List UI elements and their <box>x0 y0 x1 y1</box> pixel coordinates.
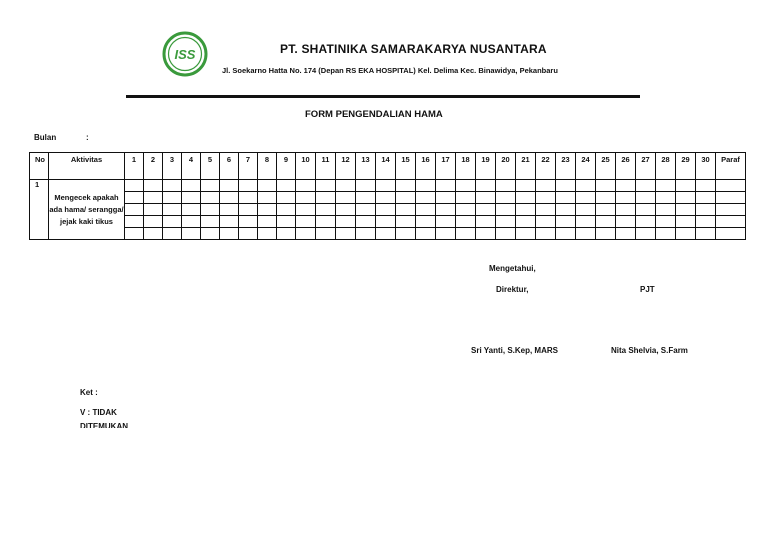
check-cell[interactable] <box>336 192 356 204</box>
header-day-5: 5 <box>201 153 220 180</box>
check-cell[interactable] <box>396 192 416 204</box>
check-cell[interactable] <box>163 216 182 228</box>
check-cell[interactable] <box>201 204 220 216</box>
header-day-28: 28 <box>656 153 676 180</box>
check-cell[interactable] <box>182 180 201 192</box>
header-day-12: 12 <box>336 153 356 180</box>
header-day-17: 17 <box>436 153 456 180</box>
header-no: No <box>30 153 49 180</box>
check-cell[interactable] <box>436 180 456 192</box>
check-cell[interactable] <box>536 228 556 240</box>
check-cell[interactable] <box>716 228 746 240</box>
header-day-9: 9 <box>277 153 296 180</box>
check-cell[interactable] <box>696 204 716 216</box>
header-day-11: 11 <box>316 153 336 180</box>
pjt-title: PJT <box>640 285 655 294</box>
header-day-13: 13 <box>356 153 376 180</box>
check-cell[interactable] <box>239 228 258 240</box>
check-cell[interactable] <box>656 192 676 204</box>
check-cell[interactable] <box>556 228 576 240</box>
check-cell[interactable] <box>676 228 696 240</box>
check-cell[interactable] <box>496 180 516 192</box>
check-cell[interactable] <box>436 216 456 228</box>
check-cell[interactable] <box>636 216 656 228</box>
header-day-16: 16 <box>416 153 436 180</box>
check-cell[interactable] <box>182 192 201 204</box>
check-cell[interactable] <box>636 204 656 216</box>
check-cell[interactable] <box>416 180 436 192</box>
check-cell[interactable] <box>336 180 356 192</box>
header-day-27: 27 <box>636 153 656 180</box>
check-cell[interactable] <box>596 180 616 192</box>
check-cell[interactable] <box>182 228 201 240</box>
check-cell[interactable] <box>376 228 396 240</box>
check-cell[interactable] <box>376 180 396 192</box>
header-day-1: 1 <box>125 153 144 180</box>
check-cell[interactable] <box>277 216 296 228</box>
check-cell[interactable] <box>376 204 396 216</box>
check-cell[interactable] <box>163 192 182 204</box>
check-cell[interactable] <box>144 192 163 204</box>
check-cell[interactable] <box>516 228 536 240</box>
check-cell[interactable] <box>676 192 696 204</box>
table-row <box>30 180 746 192</box>
pest-control-table <box>29 152 746 240</box>
check-cell[interactable] <box>616 216 636 228</box>
notes-line-2: DITEMUKAN <box>80 422 128 428</box>
check-cell[interactable] <box>296 192 316 204</box>
check-cell[interactable] <box>576 204 596 216</box>
check-cell[interactable] <box>144 216 163 228</box>
check-cell[interactable] <box>201 192 220 204</box>
check-cell[interactable] <box>556 204 576 216</box>
check-cell[interactable] <box>396 204 416 216</box>
check-cell[interactable] <box>676 216 696 228</box>
check-cell[interactable] <box>676 180 696 192</box>
check-cell[interactable] <box>516 216 536 228</box>
check-cell[interactable] <box>201 180 220 192</box>
check-cell[interactable] <box>277 228 296 240</box>
check-cell[interactable] <box>676 204 696 216</box>
check-cell[interactable] <box>296 216 316 228</box>
header-day-14: 14 <box>376 153 396 180</box>
check-cell[interactable] <box>356 204 376 216</box>
bulan-label: Bulan <box>34 133 57 142</box>
check-cell[interactable] <box>436 204 456 216</box>
check-cell[interactable] <box>656 180 676 192</box>
check-cell[interactable] <box>258 192 277 204</box>
table-row <box>30 192 746 204</box>
header-day-7: 7 <box>239 153 258 180</box>
header-divider <box>126 95 640 98</box>
check-cell[interactable] <box>436 192 456 204</box>
check-cell[interactable] <box>220 180 239 192</box>
header-day-22: 22 <box>536 153 556 180</box>
check-cell[interactable] <box>220 204 239 216</box>
check-cell[interactable] <box>356 228 376 240</box>
check-cell[interactable] <box>258 204 277 216</box>
check-cell[interactable] <box>316 180 336 192</box>
header-day-15: 15 <box>396 153 416 180</box>
check-cell[interactable] <box>556 216 576 228</box>
check-cell[interactable] <box>416 192 436 204</box>
check-cell[interactable] <box>656 228 676 240</box>
check-cell[interactable] <box>456 216 476 228</box>
check-cell[interactable] <box>576 216 596 228</box>
check-cell[interactable] <box>201 216 220 228</box>
check-cell[interactable] <box>596 192 616 204</box>
check-cell[interactable] <box>556 180 576 192</box>
check-cell[interactable] <box>456 228 476 240</box>
check-cell[interactable] <box>716 180 746 192</box>
row-no: 1 <box>30 180 49 240</box>
check-cell[interactable] <box>476 216 496 228</box>
check-cell[interactable] <box>436 228 456 240</box>
check-cell[interactable] <box>556 192 576 204</box>
header-day-21: 21 <box>516 153 536 180</box>
form-title: FORM PENGENDALIAN HAMA <box>305 109 443 120</box>
header-day-3: 3 <box>163 153 182 180</box>
check-cell[interactable] <box>296 204 316 216</box>
header-day-30: 30 <box>696 153 716 180</box>
table-header-row <box>30 153 746 180</box>
check-cell[interactable] <box>496 204 516 216</box>
check-cell[interactable] <box>163 180 182 192</box>
row-activity: Mengecek apakah ada hama/ serangga/ jejak kaki tikus <box>49 180 125 240</box>
check-cell[interactable] <box>239 192 258 204</box>
check-cell[interactable] <box>316 216 336 228</box>
check-cell[interactable] <box>376 192 396 204</box>
header-day-2: 2 <box>144 153 163 180</box>
director-name: Sri Yanti, S.Kep, MARS <box>471 346 558 355</box>
check-cell[interactable] <box>239 216 258 228</box>
check-cell[interactable] <box>239 180 258 192</box>
check-cell[interactable] <box>616 228 636 240</box>
check-cell[interactable] <box>201 228 220 240</box>
check-cell[interactable] <box>163 228 182 240</box>
check-cell[interactable] <box>277 180 296 192</box>
check-cell[interactable] <box>516 204 536 216</box>
check-cell[interactable] <box>396 216 416 228</box>
header-day-4: 4 <box>182 153 201 180</box>
header-day-10: 10 <box>296 153 316 180</box>
check-cell[interactable] <box>356 192 376 204</box>
check-cell[interactable] <box>125 180 144 192</box>
header-day-6: 6 <box>220 153 239 180</box>
check-cell[interactable] <box>576 228 596 240</box>
header-day-29: 29 <box>676 153 696 180</box>
check-cell[interactable] <box>220 192 239 204</box>
check-cell[interactable] <box>125 216 144 228</box>
check-cell[interactable] <box>536 192 556 204</box>
header-day-24: 24 <box>576 153 596 180</box>
check-cell[interactable] <box>296 228 316 240</box>
check-cell[interactable] <box>416 204 436 216</box>
check-cell[interactable] <box>296 180 316 192</box>
check-cell[interactable] <box>496 192 516 204</box>
header-day-8: 8 <box>258 153 277 180</box>
check-cell[interactable] <box>456 180 476 192</box>
check-cell[interactable] <box>476 228 496 240</box>
table-row <box>30 204 746 216</box>
check-cell[interactable] <box>356 180 376 192</box>
svg-text:ISS: ISS <box>174 47 196 62</box>
check-cell[interactable] <box>596 216 616 228</box>
check-cell[interactable] <box>616 192 636 204</box>
check-cell[interactable] <box>316 228 336 240</box>
check-cell[interactable] <box>636 192 656 204</box>
header-day-23: 23 <box>556 153 576 180</box>
check-cell[interactable] <box>616 204 636 216</box>
check-cell[interactable] <box>396 180 416 192</box>
check-cell[interactable] <box>316 204 336 216</box>
check-cell[interactable] <box>277 204 296 216</box>
check-cell[interactable] <box>596 204 616 216</box>
check-cell[interactable] <box>125 192 144 204</box>
check-cell[interactable] <box>496 228 516 240</box>
company-address: Jl. Soekarno Hatta No. 174 (Depan RS EKA HOSPITAL) Kel. Delima Kec. Binawidya, Pekanbaru <box>222 66 558 75</box>
check-cell[interactable] <box>456 192 476 204</box>
header-activity: Aktivitas <box>49 153 125 180</box>
header-day-20: 20 <box>496 153 516 180</box>
check-cell[interactable] <box>220 216 239 228</box>
table-row <box>30 228 746 240</box>
check-cell[interactable] <box>476 192 496 204</box>
check-cell[interactable] <box>536 180 556 192</box>
check-cell[interactable] <box>496 216 516 228</box>
check-cell[interactable] <box>258 180 277 192</box>
check-cell[interactable] <box>316 192 336 204</box>
check-cell[interactable] <box>258 216 277 228</box>
director-title: Direktur, <box>496 285 529 294</box>
check-cell[interactable] <box>536 204 556 216</box>
check-cell[interactable] <box>336 228 356 240</box>
check-cell[interactable] <box>277 192 296 204</box>
check-cell[interactable] <box>516 180 536 192</box>
check-cell[interactable] <box>356 216 376 228</box>
header-day-25: 25 <box>596 153 616 180</box>
check-cell[interactable] <box>696 180 716 192</box>
company-name: PT. SHATINIKA SAMARAKARYA NUSANTARA <box>280 42 547 56</box>
check-cell[interactable] <box>182 204 201 216</box>
check-cell[interactable] <box>144 228 163 240</box>
check-cell[interactable] <box>636 180 656 192</box>
check-cell[interactable] <box>376 216 396 228</box>
check-cell[interactable] <box>239 204 258 216</box>
company-logo <box>162 31 208 77</box>
check-cell[interactable] <box>716 204 746 216</box>
check-cell[interactable] <box>476 180 496 192</box>
check-cell[interactable] <box>536 216 556 228</box>
check-cell[interactable] <box>220 228 239 240</box>
header-day-19: 19 <box>476 153 496 180</box>
check-cell[interactable] <box>476 204 496 216</box>
check-cell[interactable] <box>456 204 476 216</box>
check-cell[interactable] <box>416 216 436 228</box>
check-cell[interactable] <box>336 216 356 228</box>
check-cell[interactable] <box>576 192 596 204</box>
check-cell[interactable] <box>696 192 716 204</box>
check-cell[interactable] <box>182 216 201 228</box>
check-cell[interactable] <box>125 204 144 216</box>
check-cell[interactable] <box>656 216 676 228</box>
pjt-name: Nita Shelvia, S.Farm <box>611 346 688 355</box>
check-cell[interactable] <box>596 228 616 240</box>
acknowledged-label: Mengetahui, <box>489 264 536 273</box>
notes-label: Ket : <box>80 388 98 397</box>
check-cell[interactable] <box>144 180 163 192</box>
check-cell[interactable] <box>696 216 716 228</box>
check-cell[interactable] <box>636 228 656 240</box>
header-day-26: 26 <box>616 153 636 180</box>
check-cell[interactable] <box>656 204 676 216</box>
check-cell[interactable] <box>125 228 144 240</box>
check-cell[interactable] <box>163 204 182 216</box>
check-cell[interactable] <box>144 204 163 216</box>
header-day-18: 18 <box>456 153 476 180</box>
header-paraf: Paraf <box>716 153 746 180</box>
check-cell[interactable] <box>696 228 716 240</box>
check-cell[interactable] <box>576 180 596 192</box>
check-cell[interactable] <box>396 228 416 240</box>
check-cell[interactable] <box>716 216 746 228</box>
check-cell[interactable] <box>258 228 277 240</box>
table-row <box>30 216 746 228</box>
notes-line-1: V : TIDAK <box>80 408 117 417</box>
check-cell[interactable] <box>516 192 536 204</box>
bulan-colon: : <box>86 133 89 142</box>
check-cell[interactable] <box>716 192 746 204</box>
check-cell[interactable] <box>616 180 636 192</box>
check-cell[interactable] <box>336 204 356 216</box>
check-cell[interactable] <box>416 228 436 240</box>
